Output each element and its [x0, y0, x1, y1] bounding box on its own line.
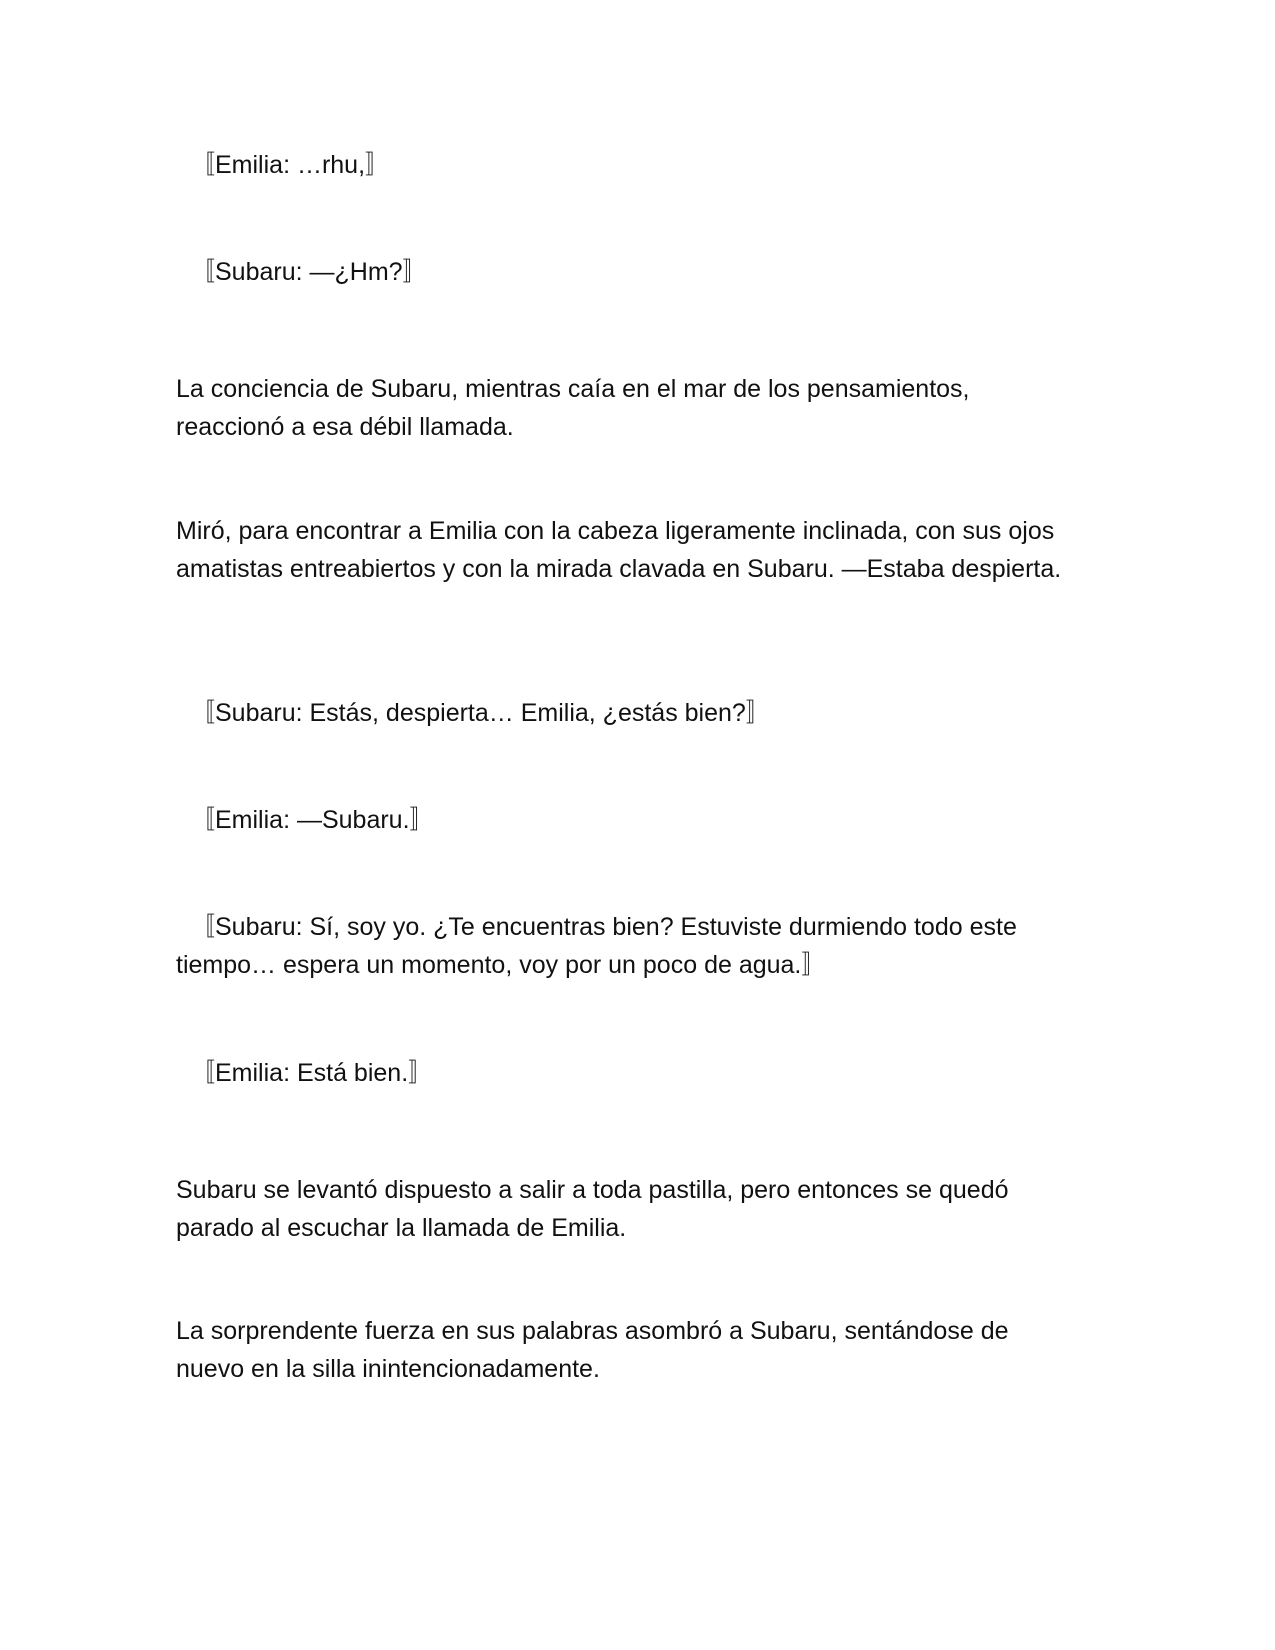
dialogue-line-emilia-1: 〚Emilia: …rhu,〛 [190, 151, 391, 179]
narration-paragraph-1: La conciencia de Subaru, mientras caía en el mar de los pensamientos, reaccionó a esa débil llamada. [176, 375, 970, 441]
narration-paragraph-3: Subaru se levantó dispuesto a salir a toda pastilla, pero entonces se quedó parado al escuchar la llamada de Emilia. [176, 1176, 1009, 1242]
dialogue-line-subaru-3: 〚Subaru: Sí, soy yo. ¿Te encuentras bien? Estuviste durmiendo todo este tiempo… espera un momento, voy por un poco de agua.〛 [176, 913, 1017, 979]
dialogue-line-emilia-2: 〚Emilia: —Subaru.〛 [190, 806, 435, 834]
dialogue-line-subaru-2: 〚Subaru: Estás, despierta… Emilia, ¿estás bien?〛 [190, 699, 771, 727]
narration-paragraph-4: La sorprendente fuerza en sus palabras asombró a Subaru, sentándose de nuevo en la silla inintencionadamente. [176, 1317, 1009, 1383]
dialogue-line-subaru-1: 〚Subaru: —¿Hm?〛 [190, 258, 428, 286]
narration-paragraph-2: Miró, para encontrar a Emilia con la cabeza ligeramente inclinada, con sus ojos amatistas entreabiertos y con la mirada clavada en Subaru. —Estaba despierta. [176, 517, 1062, 583]
dialogue-line-emilia-3: 〚Emilia: Está bien.〛 [190, 1059, 434, 1087]
